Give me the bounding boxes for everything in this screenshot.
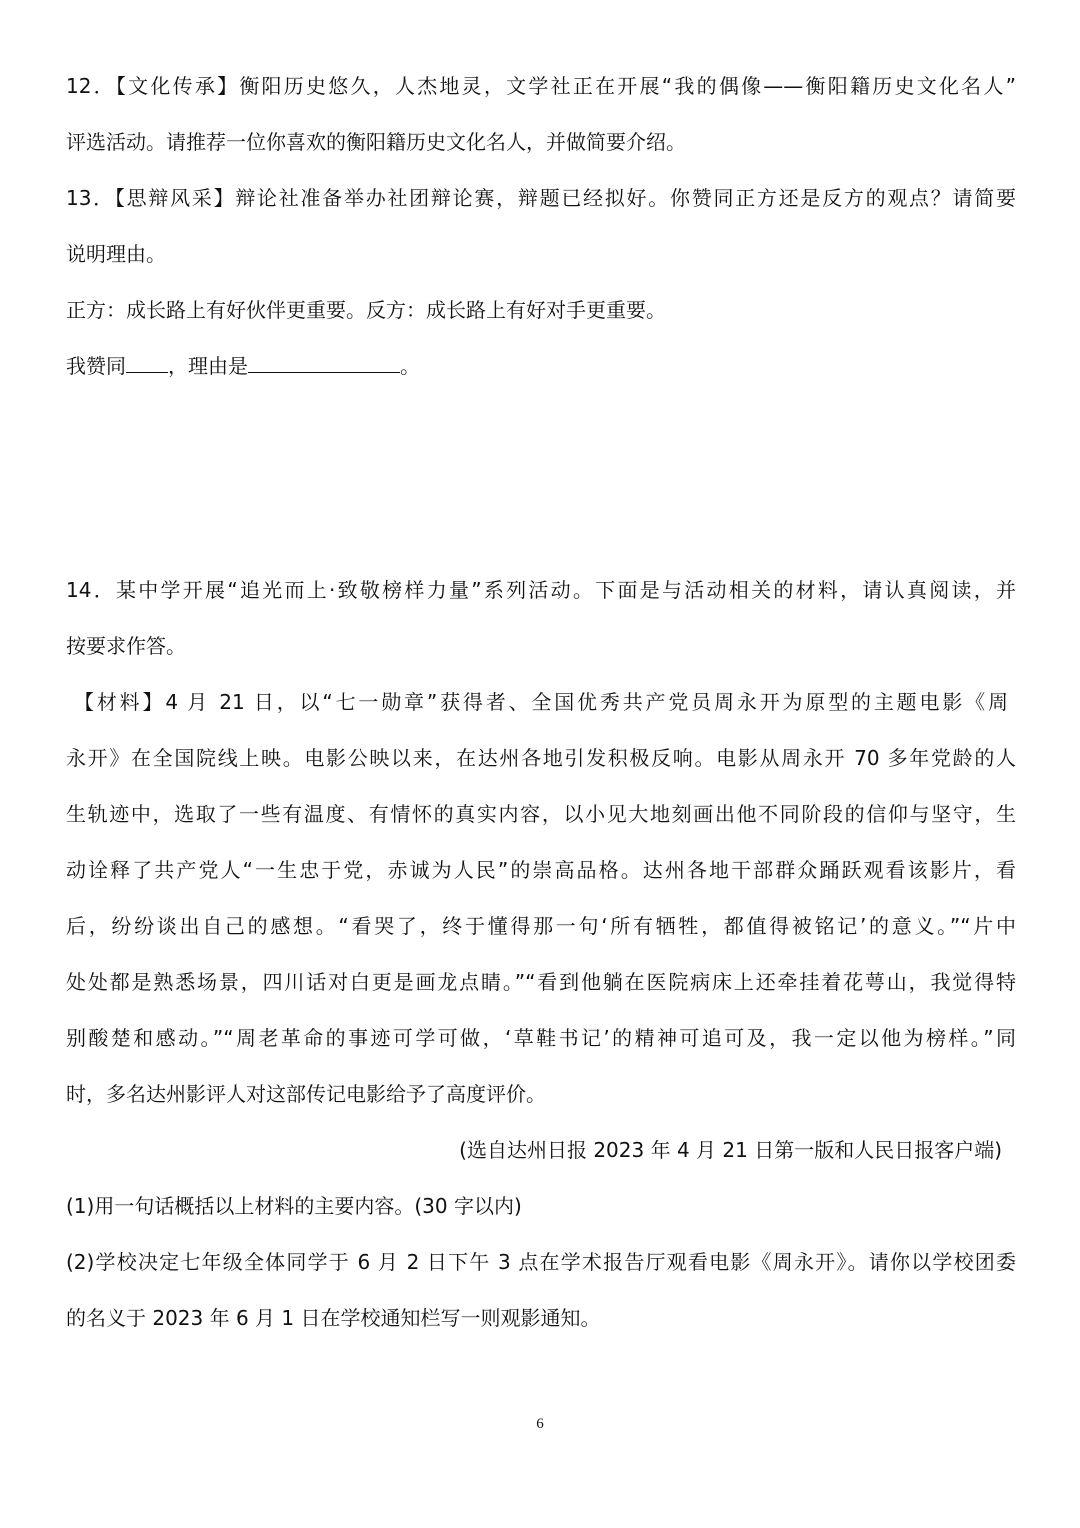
material-line: 处处都是熟悉场景，四川话对白更是画龙点睛。”“看到他躺在医院病床上还牵挂着花萼山，我觉得特 <box>66 970 1016 994</box>
reason-blank[interactable] <box>248 352 400 373</box>
material-line: 【材料】4 月 21 日，以“七一勋章”获得者、全国优秀共产党员周永开为原型的主题电影《周 <box>74 690 1008 714</box>
material-line: 永开》在全国院线上映。电影公映以来，在达州各地引发积极反响。电影从周永开 70 多年党龄的人 <box>66 746 1016 770</box>
q13-positions: 正方：成长路上有好伙伴更重要。反方：成长路上有好对手更重要。 <box>66 298 666 322</box>
sub-question-1: (1)用一句话概括以上材料的主要内容。(30 字以内) <box>66 1194 522 1218</box>
q13-answer-line <box>66 351 1016 381</box>
material-line: 别酸楚和感动。”“周老革命的事迹可学可做，‘草鞋书记’的精神可追可及，我一定以他为榜样。”同 <box>66 1026 1016 1050</box>
q13-line: 说明理由。 <box>66 242 166 266</box>
material-line: 生轨迹中，选取了一些有温度、有情怀的真实内容，以小见大地刻画出他不同阶段的信仰与坚守，生 <box>66 802 1016 826</box>
q14-intro-line: 14．某中学开展“追光而上·致敬榜样力量”系列活动。下面是与活动相关的材料，请认真阅读，并 <box>66 578 1016 602</box>
page-number: 6 <box>536 1416 544 1432</box>
answer-prefix: 我赞同 <box>66 354 126 378</box>
q12-line: 12．【文化传承】衡阳历史悠久，人杰地灵，文学社正在开展“我的偶像——衡阳籍历史文化名人” <box>66 74 1016 98</box>
material-line: 后，纷纷谈出自己的感想。“看哭了，终于懂得那一句‘所有牺牲，都值得被铭记’的意义。”“片中 <box>66 914 1016 938</box>
sub-question-2: (2)学校决定七年级全体同学于 6 月 2 日下午 3 点在学术报告厅观看电影《周永开》。请你以学校团委 <box>66 1250 1016 1274</box>
material-source: (选自达州日报 2023 年 4 月 21 日第一版和人民日报客户端) <box>459 1138 1002 1162</box>
answer-middle: ，理由是 <box>168 354 248 378</box>
material-line: 动诠释了共产党人“一生忠于党，赤诚为人民”的崇高品格。达州各地干部群众踊跃观看该影片，看 <box>66 858 1016 882</box>
sub-question-2-cont: 的名义于 2023 年 6 月 1 日在学校通知栏写一则观影通知。 <box>66 1306 601 1330</box>
q13-line: 13．【思辩风采】辩论社准备举办社团辩论赛，辩题已经拟好。你赞同正方还是反方的观点？请简要 <box>66 186 1016 210</box>
answer-end: 。 <box>400 354 420 378</box>
stance-blank[interactable] <box>126 352 168 373</box>
material-line: 时，多名达州影评人对这部传记电影给予了高度评价。 <box>66 1082 546 1106</box>
q14-intro-line: 按要求作答。 <box>66 634 186 658</box>
q12-line: 评选活动。请推荐一位你喜欢的衡阳籍历史文化名人，并做简要介绍。 <box>66 130 686 154</box>
